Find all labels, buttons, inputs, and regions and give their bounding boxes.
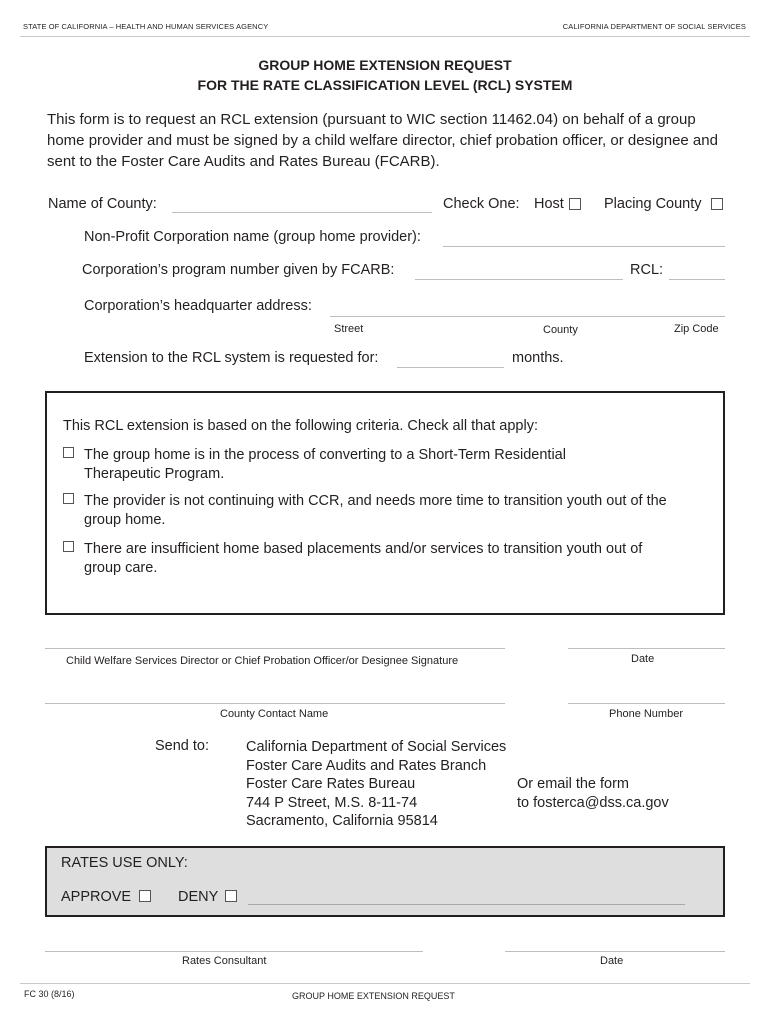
criteria-checkbox-2[interactable] (63, 493, 74, 504)
header-rule (20, 36, 750, 37)
deny-label: DENY (178, 889, 219, 905)
address-line: Sacramento, California 95814 (246, 813, 438, 829)
rates-comment-field[interactable] (248, 904, 685, 905)
agency-left: STATE OF CALIFORNIA – HEALTH AND HUMAN SERVICES AGENCY (23, 22, 269, 31)
check-one-label: Check One: (443, 196, 520, 212)
phone-caption: Phone Number (609, 708, 683, 720)
rcl-label: RCL: (630, 262, 664, 278)
rates-use-only-title: RATES USE ONLY: (61, 855, 188, 871)
hq-address-field[interactable] (330, 316, 725, 317)
intro-line: home provider and must be signed by a child welfare director, chief probation officer, or designee and (47, 132, 718, 149)
hq-address-label: Corporation’s headquarter address: (84, 298, 312, 314)
rates-consultant-field[interactable] (45, 951, 423, 952)
rates-date-field[interactable] (505, 951, 725, 952)
email-address[interactable]: to fosterca@dss.ca.gov (517, 794, 669, 811)
form-id: FC 30 (8/16) (24, 989, 75, 999)
criteria-intro: This RCL extension is based on the following criteria. Check all that apply: (63, 418, 538, 434)
approve-checkbox[interactable] (139, 890, 151, 902)
director-signature-caption: Child Welfare Services Director or Chief Probation Officer/or Designee Signature (66, 655, 459, 667)
county-field[interactable] (172, 212, 432, 213)
extension-label: Extension to the RCL system is requested for: (84, 350, 379, 366)
criteria-item-line: There are insufficient home based placements and/or services to transition youth out of (84, 541, 643, 557)
rates-date-caption: Date (600, 955, 624, 967)
contact-name-caption: County Contact Name (220, 708, 329, 720)
contact-name-field[interactable] (45, 703, 505, 704)
criteria-item-line: The provider is not continuing with CCR, and needs more time to transition youth out of the (84, 493, 667, 509)
address-line: Foster Care Audits and Rates Branch (246, 757, 487, 774)
footer-form-name: GROUP HOME EXTENSION REQUEST (292, 991, 455, 1001)
form-title-line2: FOR THE RATE CLASSIFICATION LEVEL (RCL) SYSTEM (197, 77, 573, 93)
director-signature-field[interactable] (45, 648, 505, 649)
address-line: 744 P Street, M.S. 8-11-74 (246, 794, 418, 811)
criteria-item-line: group care. (84, 560, 158, 576)
send-to-label: Send to: (155, 738, 210, 754)
form-title-line1: GROUP HOME EXTENSION REQUEST (258, 57, 512, 73)
criteria-item-1 (84, 446, 566, 484)
intro-line: sent to the Foster Care Audits and Rates Bureau (FCARB). (47, 153, 440, 170)
criteria-item-line: Therapeutic Program. (84, 466, 225, 482)
approve-label: APPROVE (61, 889, 132, 905)
host-label: Host (534, 196, 564, 212)
rcl-field[interactable] (669, 279, 725, 280)
address-line: Foster Care Rates Bureau (246, 776, 416, 792)
intro-paragraph (47, 109, 718, 172)
county-caption: County (543, 324, 578, 336)
extension-months-field[interactable] (397, 367, 504, 368)
signature-date-caption: Date (631, 653, 655, 665)
mailing-address (246, 738, 506, 831)
criteria-checkbox-3[interactable] (63, 541, 74, 552)
email-line: Or email the form (517, 776, 629, 792)
placing-county-label: Placing County (604, 196, 702, 212)
email-instructions (517, 775, 669, 812)
criteria-item-3 (84, 540, 642, 578)
address-line: California Department of Social Services (246, 739, 507, 755)
rates-consultant-caption: Rates Consultant (182, 955, 267, 967)
intro-line: This form is to request an RCL extension (pursuant to WIC section 11462.04) on behalf of a group (47, 111, 696, 128)
agency-right: CALIFORNIA DEPARTMENT OF SOCIAL SERVICES (562, 22, 746, 31)
criteria-item-line: The group home is in the process of converting to a Short-Term Residential (84, 447, 566, 463)
deny-checkbox[interactable] (225, 890, 237, 902)
criteria-checkbox-1[interactable] (63, 447, 74, 458)
program-number-label: Corporation’s program number given by FCARB: (82, 262, 395, 278)
nonprofit-field[interactable] (443, 246, 725, 247)
county-label: Name of County: (48, 196, 157, 212)
zip-caption: Zip Code (674, 323, 719, 335)
host-checkbox[interactable] (569, 198, 581, 210)
program-number-field[interactable] (415, 279, 623, 280)
months-label: months. (512, 350, 564, 366)
street-caption: Street (334, 323, 364, 335)
signature-date-field[interactable] (568, 648, 725, 649)
phone-field[interactable] (568, 703, 725, 704)
footer-rule (20, 983, 750, 984)
criteria-item-line: group home. (84, 512, 166, 528)
placing-county-checkbox[interactable] (711, 198, 723, 210)
criteria-item-2 (84, 492, 667, 530)
nonprofit-label: Non-Profit Corporation name (group home provider): (84, 229, 421, 245)
